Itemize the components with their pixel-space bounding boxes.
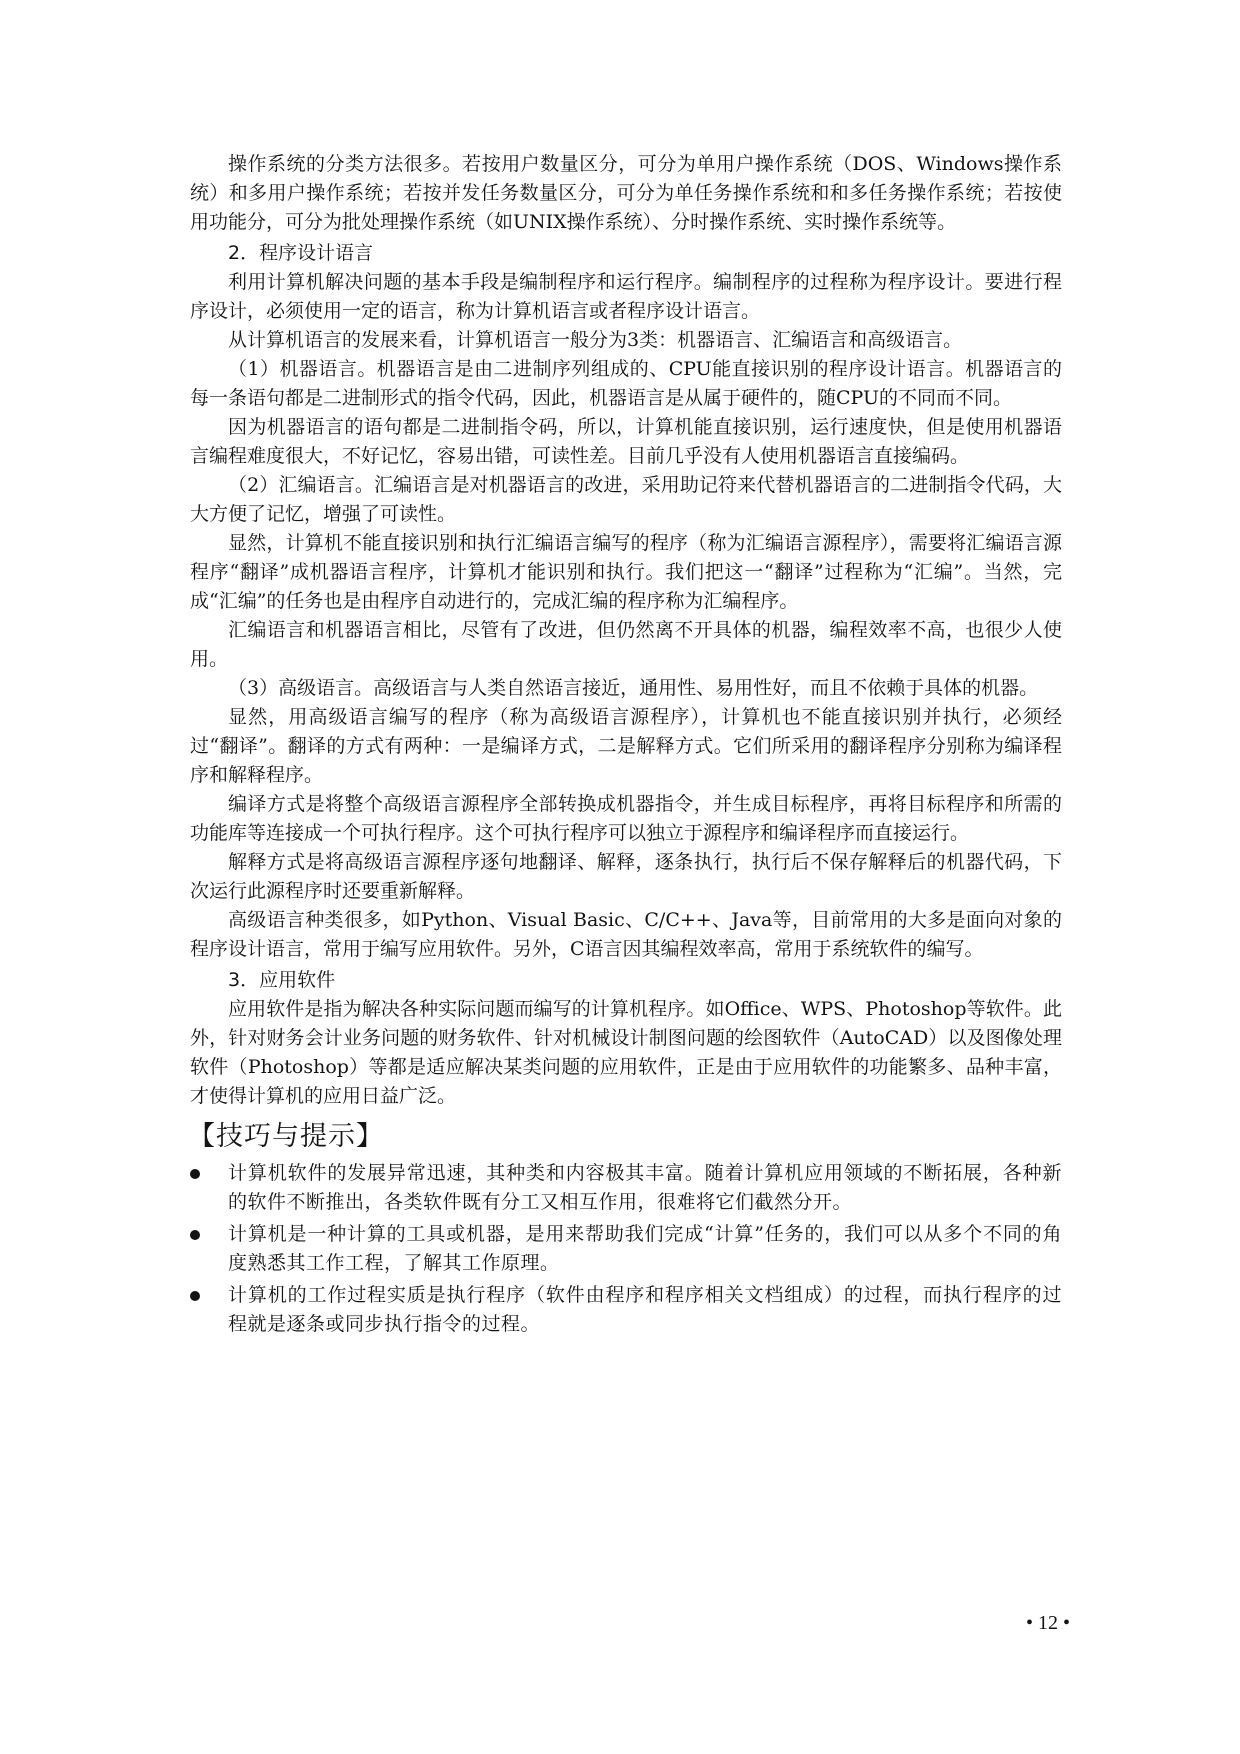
paragraph: 编译方式是将整个高级语言源程序全部转换成机器指令，并生成目标程序，再将目标程序和所需的功能库等连接成一个可执行程序。这个可执行程序可以独立于源程序和编译程序而直接运行。: [190, 793, 1062, 844]
section-heading-application-software: 3．应用软件: [228, 969, 336, 991]
list-item: [190, 1281, 1062, 1339]
paragraph: 显然，用高级语言编写的程序（称为高级语言源程序），计算机也不能直接识别并执行，必须经过“翻译”。翻译的方式有两种：一是编译方式，二是解释方式。它们所采用的翻译程序分别称为编译程序和解释程序。: [190, 706, 1062, 786]
paragraph: 解释方式是将高级语言源程序逐句地翻译、解释，逐条执行，执行后不保存解释后的机器代码，下次运行此源程序时还要重新解释。: [190, 851, 1062, 902]
paragraph: 显然，计算机不能直接识别和执行汇编语言编写的程序（称为汇编语言源程序），需要将汇编语言源程序“翻译”成机器语言程序，计算机才能识别和执行。我们把这一“翻译”过程称为“汇编”。当然，完成“汇编”的任务也是由程序自动进行的，完成汇编的程序称为汇编程序。: [190, 532, 1062, 612]
tip-text: 计算机是一种计算的工具或机器，是用来帮助我们完成“计算”任务的，我们可以从多个不同的角度熟悉其工作工程，了解其工作原理。: [228, 1223, 1062, 1274]
intro-paragraph: 操作系统的分类方法很多。若按用户数量区分，可分为单用户操作系统（DOS、Windows操作系统）和多用户操作系统；若按并发任务数量区分，可分为单任务操作系统和和多任务操作系统；若按使用功能分，可分为批处理操作系统（如UNIX操作系统）、分时操作系统、实时操作系统等。: [190, 153, 1062, 233]
paragraph: 应用软件是指为解决各种实际问题而编写的计算机程序。如Office、WPS、Photoshop等软件。此外，针对财务会计业务问题的财务软件、针对机械设计制图问题的绘图软件（AutoCAD）以及图像处理软件（Photoshop）等都是适应解决某类问题的应用软件，正是由于应用软件的功能繁多、品种丰富，才使得计算机的应用日益广泛。: [190, 998, 1062, 1107]
bullet-icon: [190, 1230, 200, 1240]
page-number: • 12 •: [1025, 1612, 1070, 1634]
paragraph: 利用计算机解决问题的基本手段是编制程序和运行程序。编制程序的过程称为程序设计。要进行程序设计，必须使用一定的语言，称为计算机语言或者程序设计语言。: [190, 271, 1062, 322]
tips-list: [190, 1159, 1062, 1339]
bullet-icon: [190, 1169, 200, 1179]
paragraph: 汇编语言和机器语言相比，尽管有了改进，但仍然离不开具体的机器，编程效率不高，也很少人使用。: [190, 619, 1062, 670]
tip-text: 计算机软件的发展异常迅速，其种类和内容极其丰富。随着计算机应用领域的不断拓展，各种新的软件不断推出，各类软件既有分工又相互作用，很难将它们截然分开。: [228, 1162, 1062, 1213]
document-body: [190, 150, 1062, 1342]
paragraph: 因为机器语言的语句都是二进制指令码，所以，计算机能直接识别，运行速度快，但是使用机器语言编程难度很大，不好记忆，容易出错，可读性差。目前几乎没有人使用机器语言直接编码。: [190, 416, 1062, 467]
list-item: [190, 1159, 1062, 1217]
paragraph: 从计算机语言的发展来看，计算机语言一般分为3类：机器语言、汇编语言和高级语言。: [228, 329, 963, 351]
paragraph: 高级语言种类很多，如Python、Visual Basic、C/C++、Java等，目前常用的大多是面向对象的程序设计语言，常用于编写应用软件。另外，C语言因其编程效率高，常用于系统软件的编写。: [190, 909, 1062, 960]
section-heading-programming-languages: 2．程序设计语言: [228, 242, 374, 264]
tips-title: 【技巧与提示】: [188, 1121, 384, 1152]
list-item: [190, 1220, 1062, 1278]
tip-text: 计算机的工作过程实质是执行程序（软件由程序和程序相关文档组成）的过程，而执行程序的过程就是逐条或同步执行指令的过程。: [228, 1284, 1062, 1335]
paragraph-assembly-language: （2）汇编语言。汇编语言是对机器语言的改进，采用助记符来代替机器语言的二进制指令代码，大大方便了记忆，增强了可读性。: [190, 474, 1062, 525]
paragraph-machine-language: （1）机器语言。机器语言是由二进制序列组成的、CPU能直接识别的程序设计语言。机器语言的每一条语句都是二进制形式的指令代码，因此，机器语言是从属于硬件的，随CPU的不同而不同。: [190, 358, 1062, 409]
bullet-icon: [190, 1291, 200, 1301]
paragraph-high-level-language: （3）高级语言。高级语言与人类自然语言接近，通用性、易用性好，而且不依赖于具体的机器。: [228, 677, 1039, 699]
